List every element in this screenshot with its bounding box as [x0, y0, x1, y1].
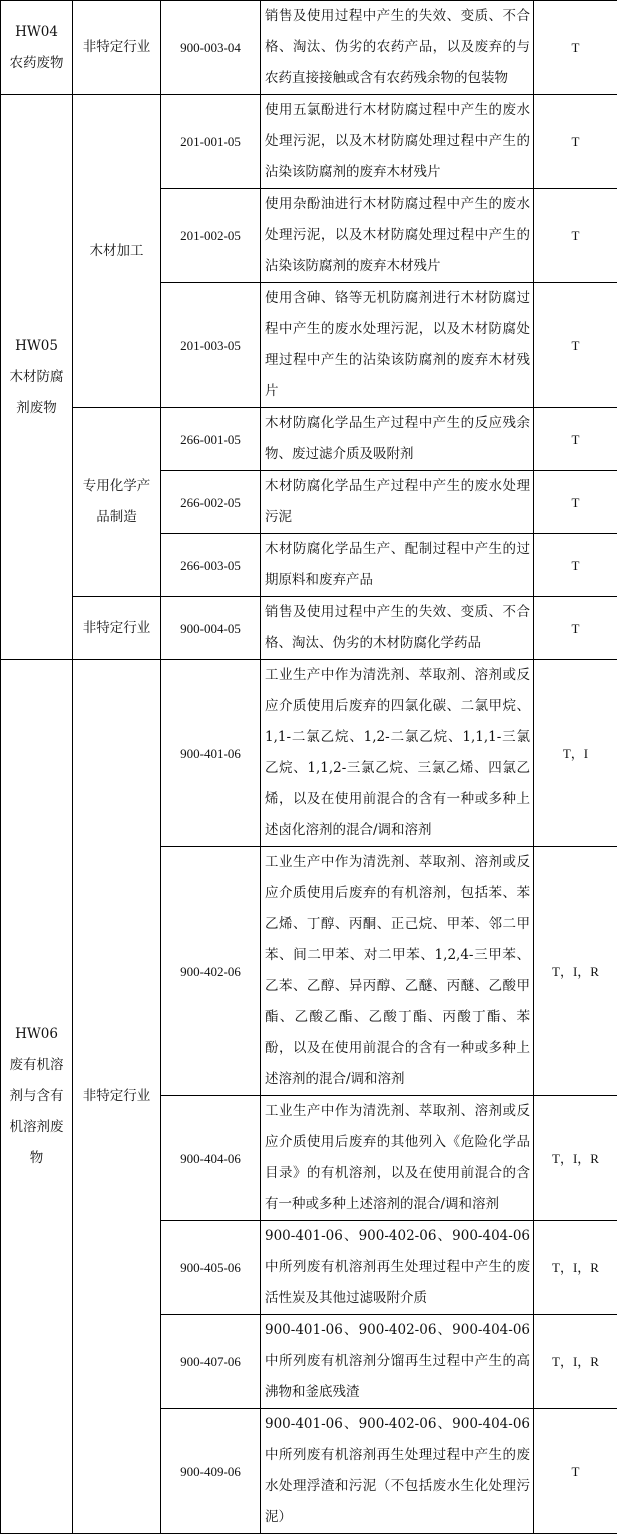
industry-cell: 非特定行业 [73, 660, 161, 1534]
description-cell: 900-401-06、900-402-06、900-404-06中所列废有机溶剂再生处理过程中产生的废活性炭及其他过滤吸附介质 [261, 1221, 534, 1315]
description-cell: 使用含砷、铬等无机防腐剂进行木材防腐过程中产生的废水处理污泥，以及木材防腐处理过程中产生的沾染该防腐剂的废弃木材残片 [261, 283, 534, 408]
description-cell: 销售及使用过程中产生的失效、变质、不合格、淘汰、伪劣的农药产品，以及废弃的与农药直接接触或含有农药残余物的包装物 [261, 1, 534, 95]
description-cell: 使用五氯酚进行木材防腐过程中产生的废水处理污泥，以及木材防腐处理过程中产生的沾染该防腐剂的废弃木材残片 [261, 95, 534, 189]
hazard-property-cell: T，I，R [534, 1221, 617, 1315]
description-cell: 木材防腐化学品生产过程中产生的反应残余物、废过滤介质及吸附剂 [261, 408, 534, 471]
waste-code-cell: 201-002-05 [161, 189, 261, 283]
description-cell: 使用杂酚油进行木材防腐过程中产生的废水处理污泥，以及木材防腐处理过程中产生的沾染该防腐剂的废弃木材残片 [261, 189, 534, 283]
description-cell: 900-401-06、900-402-06、900-404-06中所列废有机溶剂分馏再生过程中产生的高沸物和釜底残渣 [261, 1315, 534, 1409]
waste-code-cell: 900-405-06 [161, 1221, 261, 1315]
category-code: HW06 [5, 1019, 68, 1050]
hazard-property-cell: T，I，R [534, 1315, 617, 1409]
description-cell: 900-401-06、900-402-06、900-404-06中所列废有机溶剂再生处理过程中产生的废水处理浮渣和污泥（不包括废水生化处理污泥） [261, 1409, 534, 1534]
category-code: HW04 [5, 17, 68, 48]
description-cell: 木材防腐化学品生产、配制过程中产生的过期原料和废弃产品 [261, 534, 534, 597]
industry-cell: 专用化学产品制造 [73, 408, 161, 597]
category-name: 农药废物 [5, 48, 68, 79]
category-code: HW05 [5, 331, 68, 362]
hazard-property-cell: T [534, 1, 617, 95]
category-name: 木材防腐剂废物 [5, 362, 68, 424]
waste-code-cell: 266-003-05 [161, 534, 261, 597]
hazard-property-cell: T [534, 408, 617, 471]
category-cell [1, 1, 73, 95]
hazard-property-cell: T，I [534, 660, 617, 847]
hazard-property-cell: T [534, 534, 617, 597]
description-cell: 工业生产中作为清洗剂、萃取剂、溶剂或反应介质使用后废弃的四氯化碳、二氯甲烷、1,1-二氯乙烷、1,2-二氯乙烷、1,1,1-三氯乙烷、1,1,2-三氯乙烷、三氯乙烯、四氯乙烯，以及在使用前混合的含有一种或多种上述卤化溶剂的混合/调和溶剂 [261, 660, 534, 847]
hazard-property-cell: T [534, 471, 617, 534]
hazard-property-cell: T [534, 1409, 617, 1534]
category-name: 废有机溶剂与含有机溶剂废物 [5, 1050, 68, 1174]
description-cell: 工业生产中作为清洗剂、萃取剂、溶剂或反应介质使用后废弃的有机溶剂，包括苯、苯乙烯、丁醇、丙酮、正己烷、甲苯、邻二甲苯、间二甲苯、对二甲苯、1,2,4-三甲苯、乙苯、乙醇、异丙醇、乙醚、丙醚、乙酸甲酯、乙酸乙酯、乙酸丁酯、丙酸丁酯、苯酚，以及在使用前混合的含有一种或多种上述溶剂的混合/调和溶剂 [261, 847, 534, 1096]
table-row [1, 660, 617, 847]
industry-cell: 非特定行业 [73, 597, 161, 660]
table-row [1, 95, 617, 189]
category-cell [1, 660, 73, 1534]
waste-code-cell: 266-002-05 [161, 471, 261, 534]
waste-code-cell: 201-003-05 [161, 283, 261, 408]
hazard-property-cell: T [534, 283, 617, 408]
waste-code-cell: 900-004-05 [161, 597, 261, 660]
industry-cell: 木材加工 [73, 95, 161, 408]
table-row [1, 1, 617, 95]
waste-code-cell: 900-409-06 [161, 1409, 261, 1534]
table-row [1, 408, 617, 471]
waste-code-cell: 201-001-05 [161, 95, 261, 189]
hazard-property-cell: T [534, 597, 617, 660]
waste-code-cell: 900-003-04 [161, 1, 261, 95]
waste-code-cell: 266-001-05 [161, 408, 261, 471]
waste-code-cell: 900-404-06 [161, 1096, 261, 1221]
hazard-property-cell: T，I，R [534, 1096, 617, 1221]
description-cell: 工业生产中作为清洗剂、萃取剂、溶剂或反应介质使用后废弃的其他列入《危险化学品目录》的有机溶剂，以及在使用前混合的含有一种或多种上述溶剂的混合/调和溶剂 [261, 1096, 534, 1221]
description-cell: 木材防腐化学品生产过程中产生的废水处理污泥 [261, 471, 534, 534]
hazard-property-cell: T [534, 189, 617, 283]
category-cell [1, 95, 73, 660]
industry-cell: 非特定行业 [73, 1, 161, 95]
hazard-property-cell: T，I，R [534, 847, 617, 1096]
waste-code-cell: 900-402-06 [161, 847, 261, 1096]
hazard-property-cell: T [534, 95, 617, 189]
waste-code-cell: 900-407-06 [161, 1315, 261, 1409]
waste-code-cell: 900-401-06 [161, 660, 261, 847]
description-cell: 销售及使用过程中产生的失效、变质、不合格、淘汰、伪劣的木材防腐化学药品 [261, 597, 534, 660]
table-row [1, 597, 617, 660]
